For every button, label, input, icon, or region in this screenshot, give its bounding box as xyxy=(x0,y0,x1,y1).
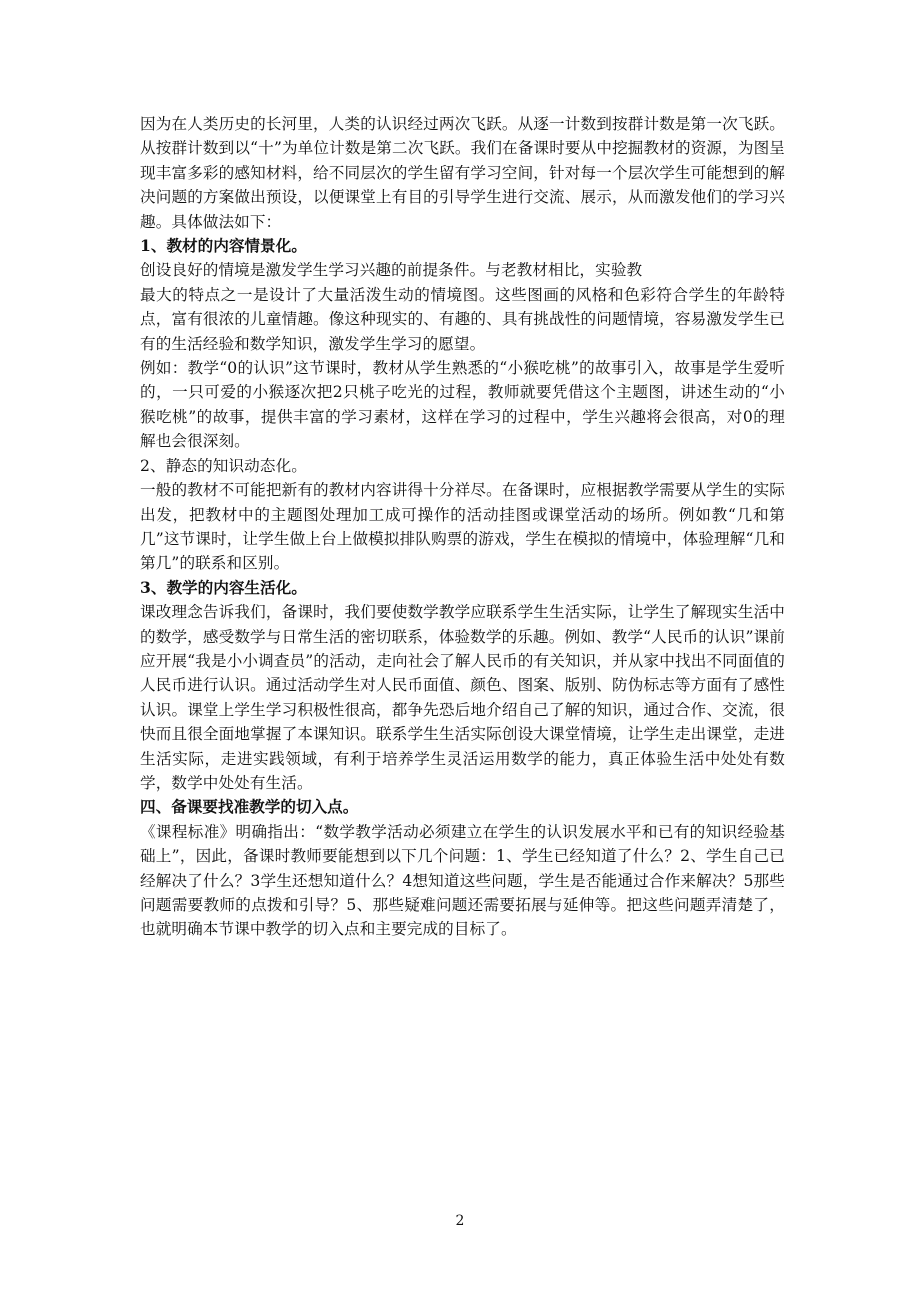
paragraph: 最大的特点之一是设计了大量活泼生动的情境图。这些图画的风格和色彩符合学生的年龄特点，富有很浓的儿童情趣。像这种现实的、有趣的、具有挑战性的问题情境，容易激发学生已有的生活经验和数学知识，激发学生学习的愿望。 xyxy=(140,285,785,353)
section-heading: 四、备课要找准教学的切入点。 xyxy=(140,797,359,817)
paragraph: 课改理念告诉我们，备课时，我们要使数学教学应联系学生生活实际，让学生了解现实生活中的数学，感受数学与日常生活的密切联系，体验数学的乐趣。例如、教学“人民币的认识”课前应开展“我是小小调查员”的活动，走向社会了解人民币的有关知识，并从家中找出不同面值的人民币进行认识。通过活动学生对人民币面值、颜色、图案、版别、防伪标志等方面有了感性认识。课堂上学生学习积极性很高，都争先恐后地介绍自己了解的知识，通过合作、交流，很快而且很全面地掌握了本课知识。联系学生生活实际创设大课堂情境，让学生走出课堂，走进生活实际，走进实践领域，有利于培养学生灵活运用数学的能力，真正体验生活中处处有数学，数学中处处有生活。 xyxy=(140,603,785,792)
document-body xyxy=(140,112,785,942)
paragraph: 《课程标准》明确指出：“数学教学活动必须建立在学生的认识发展水平和已有的知识经验基础上”，因此，备课时教师要能想到以下几个问题：1、学生已经知道了什么？2、学生自己已经解决了什么？3学生还想知道什么？4想知道这些问题，学生是否能通过合作来解决？5那些问题需要教师的点拨和引导？5、那些疑难问题还需要拓展与延伸等。把这些问题弄清楚了，也就明确本节课中教学的切入点和主要完成的目标了。 xyxy=(140,822,785,939)
paragraph: 2、静态的知识动态化。 xyxy=(140,456,307,475)
page-number: 2 xyxy=(455,1213,465,1229)
paragraph: 因为在人类历史的长河里，人类的认识经过两次飞跃。从逐一计数到按群计数是第一次飞跃。从按群计数到以“十”为单位计数是第二次飞跃。我们在备课时要从中挖掘教材的资源，为图呈现丰富多彩的感知材料，给不同层次的学生留有学习空间，针对每一个层次学生可能想到的解决问题的方案做出预设，以便课堂上有目的引导学生进行交流、展示，从而激发他们的学习兴趣。具体做法如下： xyxy=(140,115,785,231)
paragraph: 例如：教学“0的认识”这节课时，教材从学生熟悉的“小猴吃桃”的故事引入，故事是学生爱听的，一只可爱的小猴逐次把2只桃子吃光的过程，教师就要凭借这个主题图，讲述生动的“小猴吃桃”的故事，提供丰富的学习素材，这样在学习的过程中，学生兴趣将会很高，对0的理解也会很深刻。 xyxy=(140,359,785,451)
paragraph: 创设良好的情境是激发学生学习兴趣的前提条件。与老教材相比，实验教 xyxy=(140,261,643,280)
section-heading: 1、教材的内容情景化。 xyxy=(140,236,307,256)
paragraph: 一般的教材不可能把新有的教材内容讲得十分祥尽。在备课时，应根据教学需要从学生的实际出发，把教材中的主题图处理加工成可操作的活动挂图或课堂活动的场所。例如教“几和第几”这节课时，让学生做上台上做模拟排队购票的游戏，学生在模拟的情境中，体验理解“几和第几”的联系和区别。 xyxy=(140,481,785,573)
section-heading: 3、教学的内容生活化。 xyxy=(140,577,307,597)
